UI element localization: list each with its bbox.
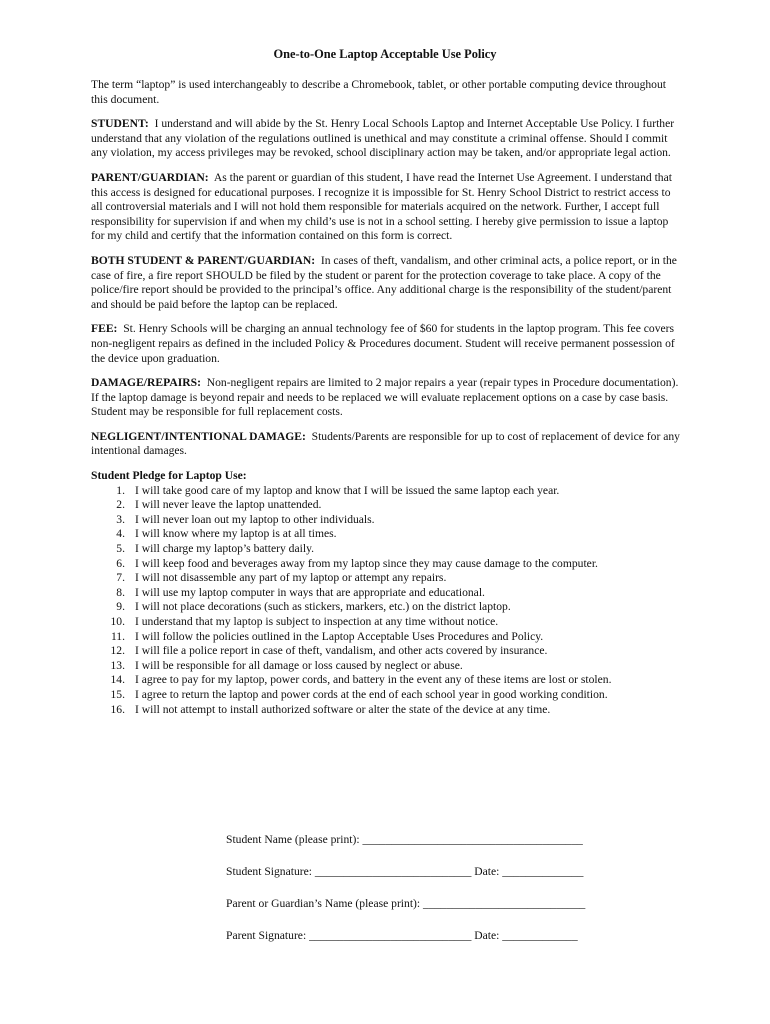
pledge-item-number: 8. — [116, 585, 125, 599]
pledge-heading: Student Pledge for Laptop Use: — [91, 469, 247, 483]
pledge-item — [110, 702, 683, 718]
pledge-item-number: 14. — [110, 673, 125, 687]
pledge-item — [116, 571, 683, 586]
pledge-item-text: I will never leave the laptop unattended. — [135, 498, 322, 512]
pledge-item — [116, 556, 683, 572]
damage-repairs-section — [91, 376, 683, 420]
pledge-item-number: 4. — [116, 527, 125, 541]
intro-paragraph: The term “laptop” is used interchangeably to describe a Chromebook, tablet, or other portable computing device throughout this document. — [91, 78, 667, 106]
pledge-item — [116, 512, 683, 528]
parent-guardian-section — [91, 171, 683, 244]
pledge-item-text: I will never loan out my laptop to other individuals. — [135, 512, 375, 526]
pledge-item-text: I will charge my laptop’s battery daily. — [135, 542, 315, 556]
pledge-item-number: 7. — [116, 571, 125, 585]
pledge-item-text: I understand that my laptop is subject to inspection at any time without notice. — [135, 615, 499, 628]
pledge-item-text: I will take good care of my laptop and know that I will be issued the same laptop each year. — [135, 483, 560, 497]
pledge-item-text: I will not disassemble any part of my laptop or attempt any repairs. — [135, 571, 447, 585]
pledge-item — [116, 600, 683, 615]
pledge-item-number: 1. — [116, 483, 125, 497]
parent-signature-field[interactable]: Parent Signature: ____________________________ Date: _____________ — [226, 929, 578, 942]
pledge-item — [116, 498, 683, 513]
pledge-item-number: 2. — [116, 498, 125, 512]
pledge-item-text: I will keep food and beverages away from my laptop since they may cause damage to the computer. — [135, 556, 598, 570]
pledge-item-text: I will know where my laptop is at all times. — [135, 527, 337, 541]
pledge-item-text: I will not place decorations (such as stickers, markers, etc.) on the district laptop. — [135, 600, 511, 614]
pledge-item-number: 16. — [110, 702, 125, 716]
pledge-item-number: 10. — [110, 615, 125, 628]
section-text: St. Henry Schools will be charging an annual technology fee of $60 for students in the laptop program. This fee covers non-negligent repairs as defined in the included Policy & Procedures document. Student will receive permanent possession of the device upon graduation. — [91, 322, 675, 365]
section-heading: STUDENT: — [91, 117, 149, 131]
pledge-item-text: I will use my laptop computer in ways that are appropriate and educational. — [135, 585, 485, 599]
guardian-name-field[interactable]: Parent or Guardian’s Name (please print): ____________________________ — [226, 897, 586, 910]
pledge-item-number: 12. — [110, 644, 125, 658]
pledge-item-number: 11. — [110, 629, 125, 643]
pledge-item-number: 9. — [116, 600, 125, 614]
pledge-item — [116, 585, 683, 601]
pledge-item — [110, 687, 683, 703]
pledge-item-text: I will follow the policies outlined in the Laptop Acceptable Uses Procedures and Policy. — [135, 629, 544, 643]
pledge-item-number: 13. — [110, 658, 125, 672]
section-heading: PARENT/GUARDIAN: — [91, 170, 209, 184]
section-heading: NEGLIGENT/INTENTIONAL DAMAGE: — [91, 429, 306, 443]
pledge-item-number: 15. — [110, 687, 125, 701]
section-heading: BOTH STUDENT & PARENT/GUARDIAN: — [91, 253, 316, 267]
pledge-item-text: I will not attempt to install authorized software or alter the state of the device at any time. — [135, 702, 551, 716]
pledge-item-text: I agree to pay for my laptop, power cords, and battery in the event any of these items are lost or stolen. — [135, 673, 612, 687]
pledge-item — [110, 644, 683, 659]
pledge-item-number: 5. — [116, 542, 125, 556]
student-section — [91, 117, 683, 161]
pledge-item-number: 3. — [116, 512, 125, 526]
document-title: One-to-One Laptop Acceptable Use Policy — [273, 47, 497, 61]
student-signature-field[interactable]: Student Signature: ___________________________ Date: ______________ — [226, 865, 584, 878]
both-section — [91, 254, 683, 312]
pledge-item — [110, 658, 683, 674]
pledge-item — [110, 615, 683, 630]
fee-section — [91, 322, 683, 366]
pledge-item — [110, 629, 683, 645]
pledge-list — [91, 484, 683, 718]
pledge-item-text: I will file a police report in case of theft, vandalism, and other acts covered by insurance. — [135, 644, 548, 658]
pledge-item — [116, 483, 683, 499]
section-text: In cases of theft, vandalism, and other criminal acts, a police report, or in the case of fire, a fire report SHOULD be filed by the student or parent for the protection coverage to take place. A copy of the police/fire report should be provided to the principal’s office. Any additional charge is the responsibility of the student/parent and should be paid before the laptop can be replaced. — [91, 253, 677, 311]
section-heading: DAMAGE/REPAIRS: — [91, 376, 201, 390]
document-body — [91, 78, 683, 717]
negligent-damage-section — [91, 430, 683, 459]
pledge-item-number: 6. — [116, 556, 125, 570]
section-text: Students/Parents are responsible for up to cost of replacement of device for any intentional damages. — [91, 429, 680, 458]
section-text: I understand and will abide by the St. Henry Local Schools Laptop and Internet Acceptable Use Policy. I further understand that any violation of the regulations outlined is unethical and may constitute a criminal offense. Should I commit any violation, my access privileges may be revoked, school disciplinary action may be taken, and/or appropriate legal action. — [91, 117, 675, 160]
pledge-item-text: I will be responsible for all damage or loss caused by neglect or abuse. — [135, 658, 463, 672]
student-name-field[interactable]: Student Name (please print): ______________________________________ — [226, 833, 583, 846]
section-heading: FEE: — [91, 322, 118, 336]
pledge-item-text: I agree to return the laptop and power cords at the end of each school year in good working condition. — [135, 687, 608, 701]
pledge-item — [110, 673, 683, 688]
section-text: As the parent or guardian of this student, I have read the Internet Use Agreement. I understand that this access is designed for educational purposes. I recognize it is impossible for St. Henry School District to restrict access to all controversial materials and I will not hold them responsible for materials acquired on the network. Further, I accept full responsibility for supervision if and when my child’s use is not in a school setting. I hereby give permission to issue a laptop for my child and certify that the information contained on this form is correct. — [91, 170, 672, 243]
section-text: Non-negligent repairs are limited to 2 major repairs a year (repair types in Procedure documentation). If the laptop damage is beyond repair and needs to be replaced we will evaluate replacement options on a case by case basis. Student may be responsible for full replacement costs. — [91, 376, 679, 419]
pledge-item — [116, 527, 683, 542]
signature-block — [226, 833, 646, 961]
pledge-item — [116, 542, 683, 557]
